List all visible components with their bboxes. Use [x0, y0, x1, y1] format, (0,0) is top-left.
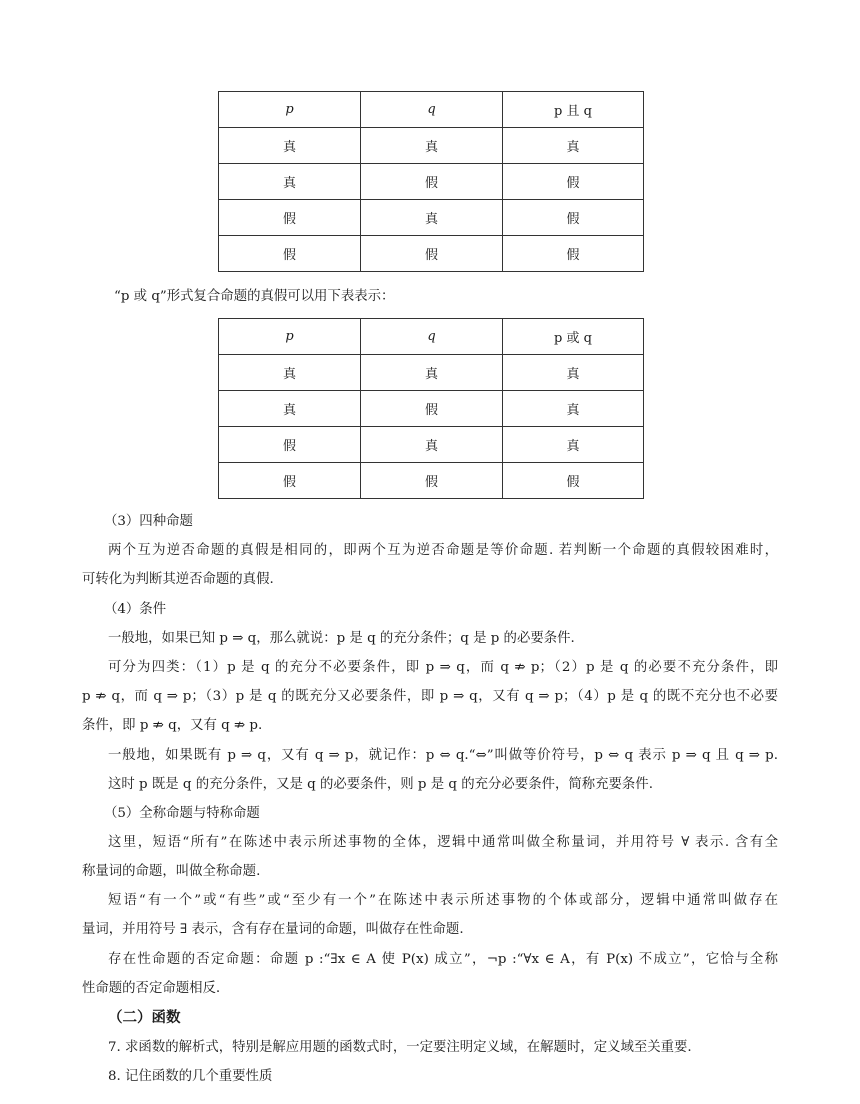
paragraph-line: 称量词的命题，叫做全称命题. — [82, 864, 261, 879]
paragraph-line: 这时 p 既是 q 的充分条件，又是 q 的必要条件，则 p 是 q 的充分必要条件，简称充要条件. — [108, 777, 653, 792]
table-cell: 真 — [361, 128, 503, 164]
subsection-heading-quantifiers: （5）全称命题与特称命题 — [104, 806, 260, 821]
table-header-row — [219, 319, 644, 355]
paragraph-line: 两个互为逆否命题的真假是相同的，即两个互为逆否命题是等价命题. 若判断一个命题的真假较困难时， — [108, 543, 778, 558]
table-row — [219, 200, 644, 236]
table-cell: 真 — [361, 200, 503, 236]
table-cell: p — [219, 92, 361, 128]
table-cell: 假 — [503, 164, 644, 200]
table-cell: 真 — [219, 164, 361, 200]
paragraph-line: 短语“有一个”或“有些”或“至少有一个”在陈述中表示所述事物的个体或部分，逻辑中通常叫做存在 — [108, 893, 778, 908]
table-row — [219, 236, 644, 272]
table-cell: 假 — [219, 427, 361, 463]
table-cell: 假 — [503, 236, 644, 272]
paragraph-line: 条件，即 p ⇏ q，又有 q ⇏ p. — [82, 718, 263, 733]
table-cell: 假 — [219, 200, 361, 236]
table-row — [219, 128, 644, 164]
table-row — [219, 355, 644, 391]
paragraph-line: 一般地，如果已知 p ⇒ q，那么就说：p 是 q 的充分条件；q 是 p 的必要条件. — [108, 631, 575, 646]
or-table-intro: “p 或 q”形式复合命题的真假可以用下表表示： — [114, 289, 395, 304]
table-row — [219, 463, 644, 499]
table-cell: 假 — [361, 164, 503, 200]
table-cell: 真 — [503, 128, 644, 164]
table-cell: 真 — [503, 427, 644, 463]
paragraph-line: 8. 记住函数的几个重要性质 — [108, 1069, 273, 1084]
table-cell: p 或 q — [503, 319, 644, 355]
paragraph-line: 这里，短语“所有”在陈述中表示所述事物的全体，逻辑中通常叫做全称量词，并用符号 ∀ 表示. 含有全 — [108, 835, 778, 850]
table-cell: p 且 q — [503, 92, 644, 128]
table-row — [219, 164, 644, 200]
paragraph-line: 量词，并用符号 ∃ 表示，含有存在量词的命题，叫做存在性命题. — [82, 922, 464, 937]
paragraph-line: 可分为四类：（1）p 是 q 的充分不必要条件，即 p ⇒ q，而 q ⇏ p；（2）p 是 q 的必要不充分条件，即 — [108, 660, 778, 675]
table-cell: 假 — [219, 236, 361, 272]
subsection-heading-four-propositions: （3）四种命题 — [104, 514, 193, 529]
paragraph-line: 一般地，如果既有 p ⇒ q，又有 q ⇒ p，就记作：p ⇔ q.“⇔”叫做等价符号，p ⇔ q 表示 p ⇒ q 且 q ⇒ p. — [108, 748, 778, 763]
table-cell: 假 — [361, 236, 503, 272]
table-cell: q — [361, 319, 503, 355]
section-heading-functions: （二）函数 — [108, 1010, 181, 1026]
paragraph-line: p ⇏ q，而 q ⇒ p；（3）p 是 q 的既充分又必要条件，即 p ⇒ q，又有 q ⇒ p；（4）p 是 q 的既不充分也不必要 — [82, 689, 778, 704]
table-cell: 真 — [503, 391, 644, 427]
paragraph-line: 7. 求函数的解析式，特别是解应用题的函数式时，一定要注明定义域，在解题时，定义域至关重要. — [108, 1040, 692, 1055]
table-cell: 真 — [219, 128, 361, 164]
subsection-heading-conditions: （4）条件 — [104, 602, 167, 617]
table-row — [219, 391, 644, 427]
truth-table-and — [218, 91, 644, 272]
table-cell: 真 — [219, 355, 361, 391]
table-cell: 假 — [361, 463, 503, 499]
truth-table-or — [218, 318, 644, 499]
table-cell: q — [361, 92, 503, 128]
table-cell: 假 — [503, 463, 644, 499]
table-header-row — [219, 92, 644, 128]
paragraph-line: 性命题的否定命题相反. — [82, 981, 221, 996]
table-row — [219, 427, 644, 463]
paragraph-line: 可转化为判断其逆否命题的真假. — [82, 572, 274, 587]
table-cell: 真 — [361, 355, 503, 391]
table-cell: 真 — [219, 391, 361, 427]
table-cell: 真 — [361, 427, 503, 463]
table-cell: 真 — [503, 355, 644, 391]
table-cell: 假 — [503, 200, 644, 236]
paragraph-line: 存在性命题的否定命题：命题 p :“∃x ∈ A 使 P(x) 成立”，¬p :“∀x ∈ A，有 P(x) 不成立”，它恰与全称 — [108, 952, 778, 967]
table-cell: 假 — [219, 463, 361, 499]
table-cell: p — [219, 319, 361, 355]
table-cell: 假 — [361, 391, 503, 427]
